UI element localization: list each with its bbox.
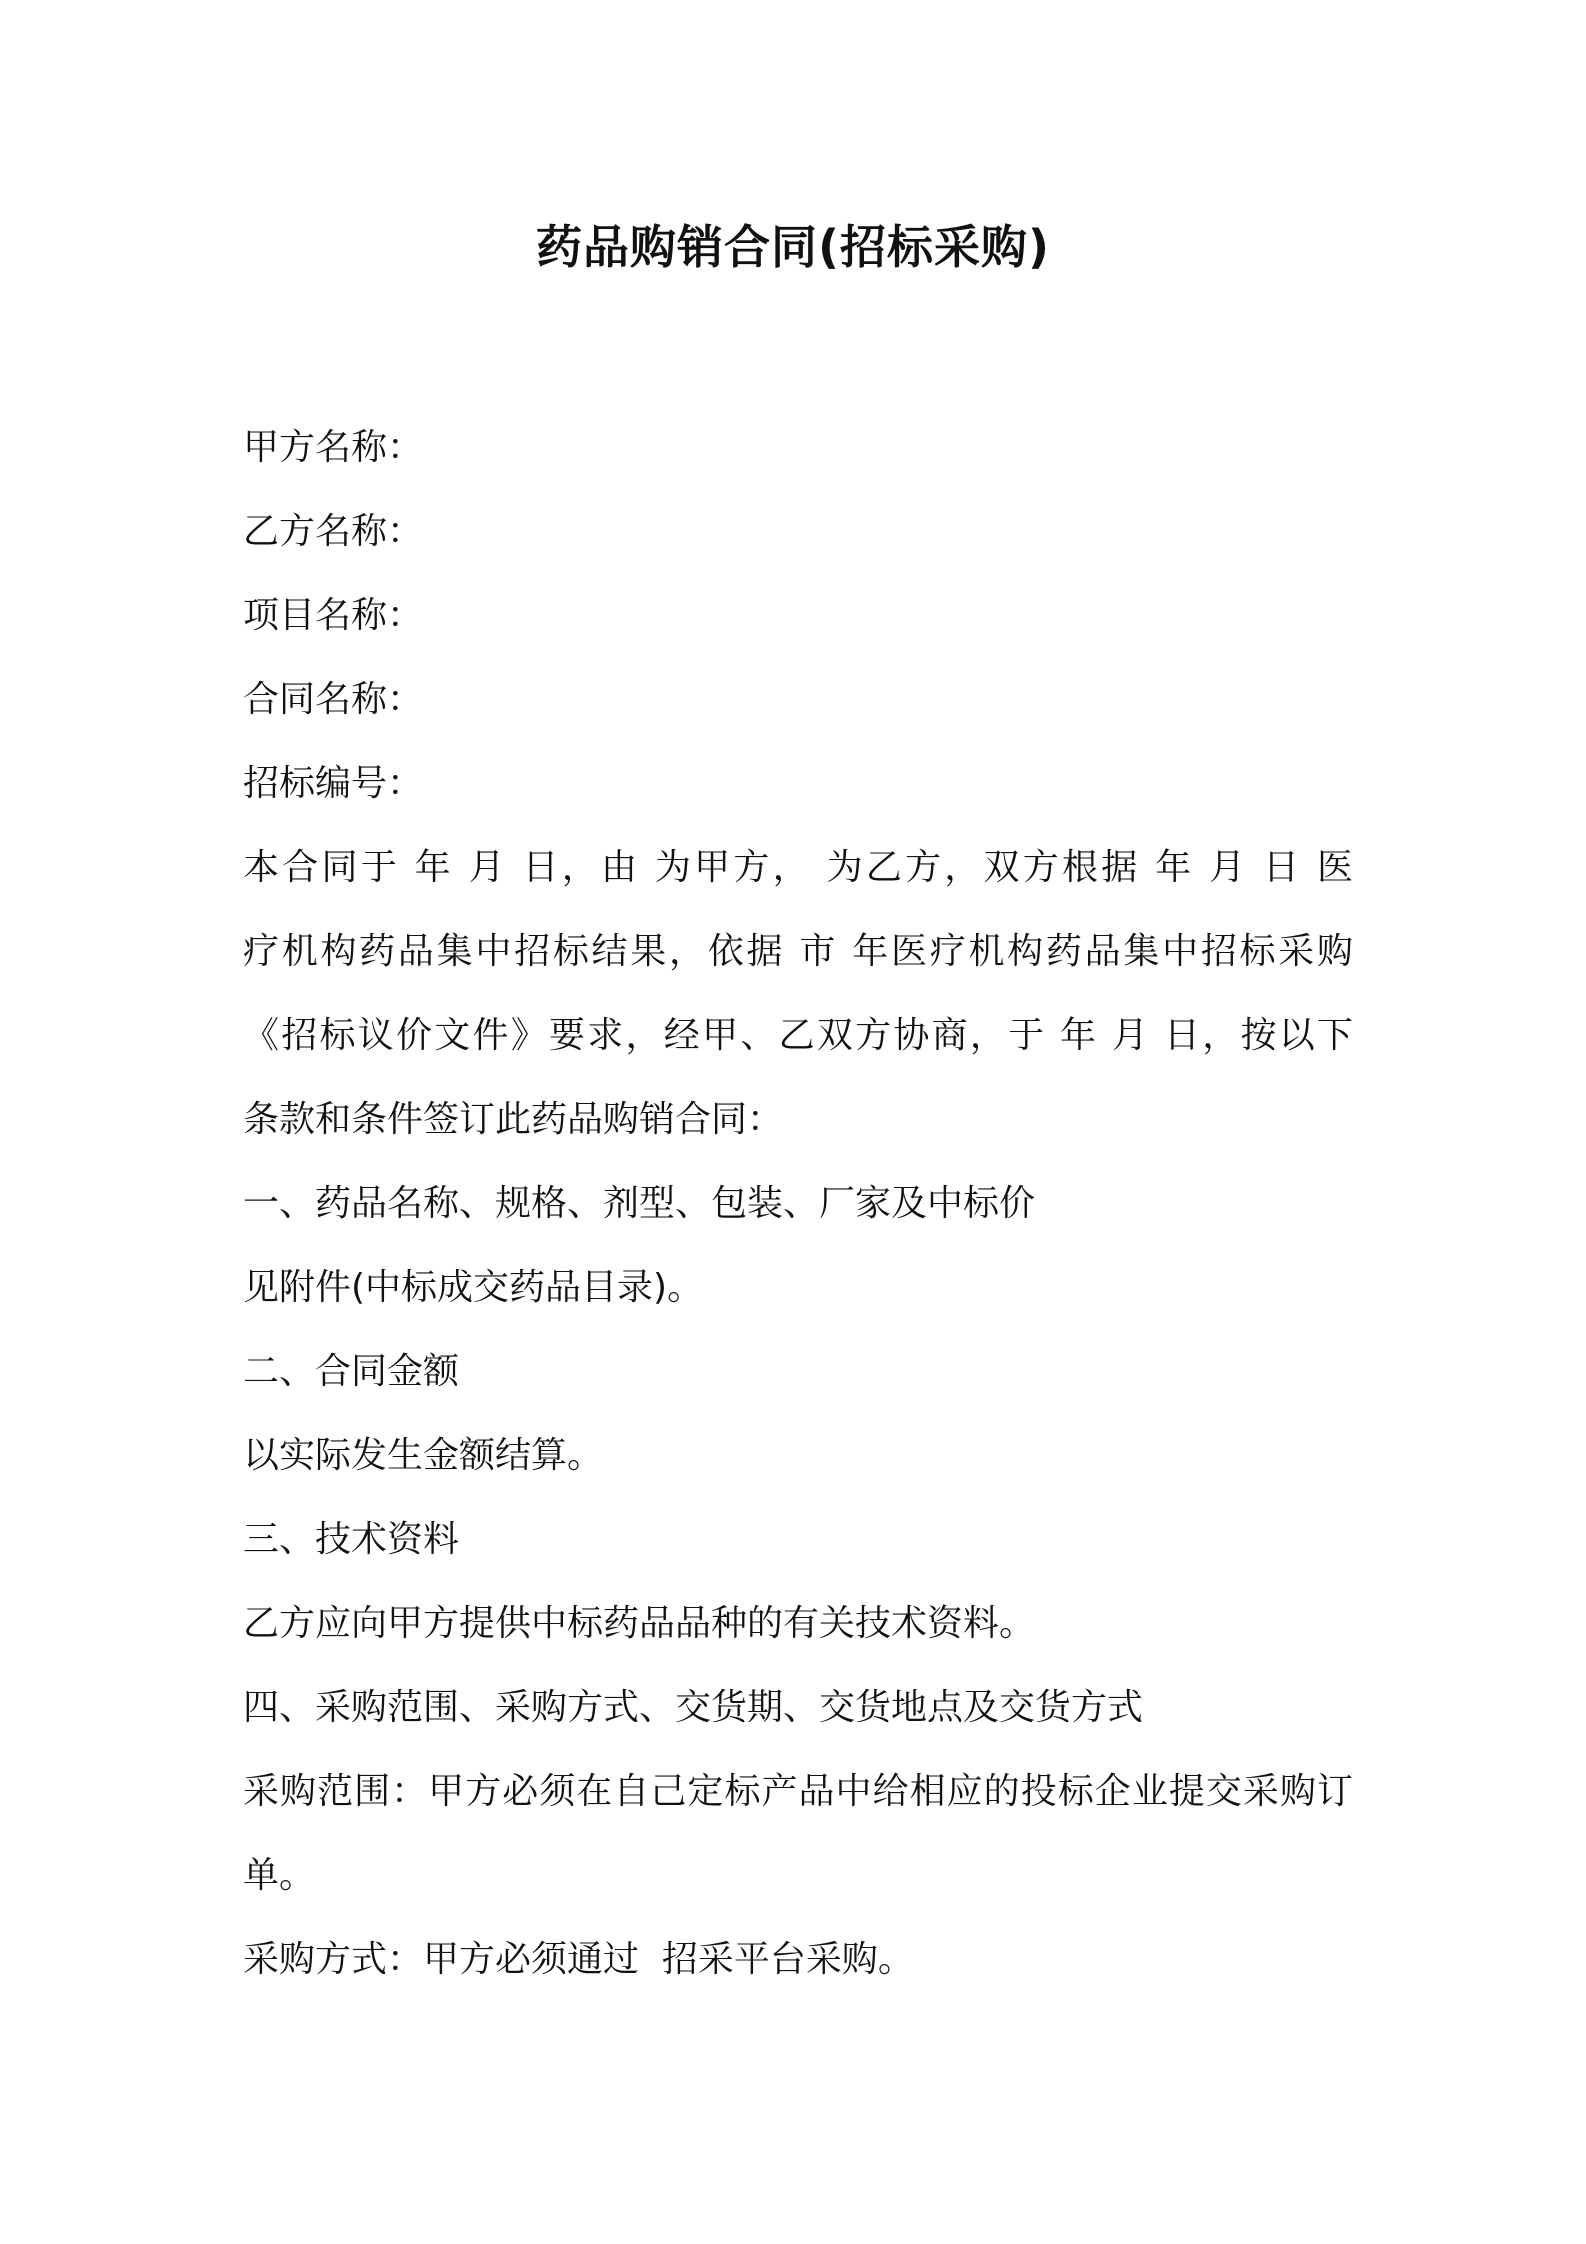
section-4-heading: 四、采购范围、采购方式、交货期、交货地点及交货方式 (243, 1687, 1144, 1728)
project-name-line: 项目名称： (243, 595, 424, 636)
section-3-text: 乙方应向甲方提供中标药品品种的有关技术资料。 (243, 1603, 1036, 1644)
document-body (243, 406, 1353, 2002)
section-2-heading: 二、合同金额 (243, 1351, 460, 1392)
tender-number-line: 招标编号： (243, 763, 424, 804)
contract-name-line: 合同名称： (243, 679, 424, 720)
intro-paragraph-line-1: 本合同于 年 月 日，由 为甲方， 为乙方，双方根据 年 月 日 医 (243, 847, 1353, 888)
procurement-scope-line-2: 单。 (243, 1855, 316, 1896)
procurement-method-line: 采购方式：甲方必须通过 招采平台采购。 (243, 1939, 914, 1980)
section-1-text: 见附件(中标成交药品目录)。 (243, 1267, 704, 1308)
intro-paragraph-line-3: 《招标议价文件》要求，经甲、乙双方协商，于 年 月 日，按以下 (243, 1015, 1353, 1056)
section-2-text: 以实际发生金额结算。 (243, 1435, 604, 1476)
party-b-name-line: 乙方名称： (243, 511, 424, 552)
procurement-scope-line-1: 采购范围：甲方必须在自己定标产品中给相应的投标企业提交采购订 (243, 1771, 1353, 1812)
intro-paragraph-line-2: 疗机构药品集中招标结果，依据 市 年医疗机构药品集中招标采购 (243, 931, 1353, 972)
document-title: 药品购销合同(招标采购) (535, 220, 1051, 274)
party-a-name-line: 甲方名称： (243, 427, 424, 468)
section-1-heading: 一、药品名称、规格、剂型、包装、厂家及中标价 (243, 1183, 1036, 1224)
section-3-heading: 三、技术资料 (243, 1519, 460, 1560)
intro-paragraph-line-4: 条款和条件签订此药品购销合同： (243, 1099, 784, 1140)
